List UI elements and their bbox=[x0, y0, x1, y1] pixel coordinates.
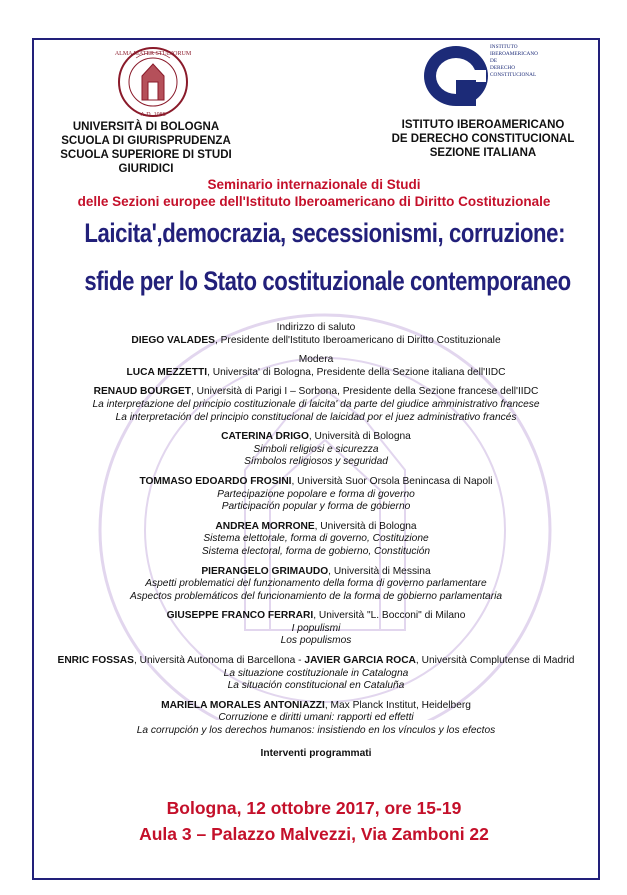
right-institution-line: ISTITUTO IBEROAMERICANO bbox=[401, 119, 565, 131]
speaker-affiliation: , Università Autonoma di Barcellona - bbox=[133, 655, 305, 667]
talk-title-it: Sistema elettorale, forma di governo, Costituzione bbox=[203, 533, 429, 545]
right-institution-line: SEZIONE ITALIANA bbox=[429, 147, 537, 159]
speaker-name: CATERINA DRIGO bbox=[221, 431, 309, 443]
speaker-affiliation: , Università "L. Bocconi" di Milano bbox=[313, 610, 466, 622]
talk-title-it: Simboli religiosi e sicurezza bbox=[253, 443, 379, 455]
talk-title-it: Aspetti problematici del funzionamento della forma di governo parlamentare bbox=[145, 578, 487, 590]
logo-line-1: INSTITUTO bbox=[490, 44, 518, 50]
talk-block bbox=[40, 521, 592, 559]
logo-line-5: CONSTITUCIONAL bbox=[490, 72, 537, 78]
left-institution-line: SCUOLA DI GIURISPRUDENZA bbox=[61, 135, 231, 147]
speaker-name: DIEGO VALADES bbox=[131, 334, 215, 346]
university-seal-logo bbox=[112, 46, 194, 120]
moderator-block bbox=[40, 354, 592, 379]
speaker-name: TOMMASO EDOARDO FROSINI bbox=[139, 475, 292, 487]
talk-title-it: La situazione costituzionale in Catalogna bbox=[223, 667, 409, 679]
footer-date: Bologna, 12 ottobre 2017, ore 15-19 bbox=[166, 798, 462, 818]
talk-block bbox=[40, 700, 592, 738]
speaker-affiliation: , Università di Bologna bbox=[308, 431, 411, 443]
seal-text: ALMA MATER STUDIORUM bbox=[114, 51, 192, 57]
speaker-affiliation: , Max Planck Institut, Heidelberg bbox=[324, 699, 471, 711]
left-institution-line: SCUOLA SUPERIORE DI STUDI GIURIDICI bbox=[60, 149, 232, 175]
talk-title-es: Aspectos problemáticos del funcionamiento de la forma de gobierno parlamentaria bbox=[129, 590, 503, 602]
footer-venue: Aula 3 – Palazzo Malvezzi, Via Zamboni 22 bbox=[139, 824, 489, 844]
speaker-name: ENRIC FOSSAS bbox=[57, 655, 134, 667]
speaker-name: RENAUD BOURGET bbox=[93, 386, 191, 398]
speaker-name: MARIELA MORALES ANTONIAZZI bbox=[161, 699, 325, 711]
talk-title-it: Partecipazione popolare e forma di governo bbox=[217, 488, 415, 500]
talk-block bbox=[40, 476, 592, 514]
seminar-line-2: delle Sezioni europee dell'Istituto Iberoamericano di Diritto Costituzionale bbox=[77, 194, 551, 209]
speaker-affiliation: , Università di Parigi I – Sorbona, Presidente della Sezione francese dell'IIDC bbox=[190, 386, 539, 398]
title-line-1: Laicita',democrazia, secessionismi, corruzione: bbox=[84, 218, 566, 248]
speaker-affiliation: , Università Suor Orsola Benincasa di Napoli bbox=[291, 475, 493, 487]
program bbox=[40, 322, 592, 760]
left-institution-block bbox=[36, 120, 256, 176]
left-institution-line: UNIVERSITÀ DI BOLOGNA bbox=[72, 121, 220, 133]
talk-title-it: La interpretazione del principio costituzionale di laicita' da parte del giudice amministrativo francese bbox=[92, 398, 540, 410]
talk-block bbox=[40, 566, 592, 604]
talk-title-es: Sistema electoral, forma de gobierno, Constitución bbox=[201, 545, 431, 557]
logo-line-4: DERECHO bbox=[490, 65, 516, 71]
talk-block bbox=[40, 386, 592, 424]
speaker-affiliation: , Università di Bologna bbox=[314, 520, 417, 532]
speaker-affiliation: , Presidente dell'Istituto Iberoamericano di Diritto Costituzionale bbox=[214, 334, 501, 346]
right-institution-line: DE DERECHO CONSTITUCIONAL bbox=[391, 133, 575, 145]
talk-title-it: I populismi bbox=[291, 622, 341, 634]
seal-year: A.D. 1088 bbox=[140, 112, 166, 118]
speaker-name: LUCA MEZZETTI bbox=[126, 366, 208, 378]
talk-title-it: Corruzione e diritti umani: rapporti ed effetti bbox=[218, 712, 414, 724]
talk-title-es: Los populismos bbox=[280, 635, 352, 647]
speaker-name: GIUSEPPE FRANCO FERRARI bbox=[166, 610, 314, 622]
talk-title-es: Participación popular y forma de gobierno bbox=[221, 501, 411, 513]
logo-line-2: IBEROAMERICANO bbox=[490, 51, 538, 57]
speaker-affiliation: , Università Complutense di Madrid bbox=[415, 655, 575, 667]
speaker-affiliation: , Universita' di Bologna, Presidente della Sezione italiana dell'IIDC bbox=[207, 366, 506, 378]
talk-block bbox=[40, 610, 592, 648]
greeting-block bbox=[40, 322, 592, 347]
right-institution-block bbox=[368, 118, 598, 160]
talk-title-es: La corrupción y los derechos humanos: insistiendo en los vínculos y los efectos bbox=[136, 725, 496, 737]
closing-label: Interventi programmati bbox=[260, 747, 372, 759]
talk-title-es: Símbolos religiosos y seguridad bbox=[244, 456, 388, 468]
speaker-name: PIERANGELO GRIMAUDO bbox=[201, 565, 329, 577]
talk-title-es: La interpretación del principio constitucional de laicidad por el juez administrativo francés bbox=[115, 411, 517, 423]
logo-line-3: DE bbox=[490, 58, 498, 64]
seminar-line-1: Seminario internazionale di Studi bbox=[207, 177, 421, 192]
greeting-label: Indirizzo di saluto bbox=[276, 322, 356, 333]
speaker-name: ANDREA MORRONE bbox=[215, 520, 315, 532]
talk-block bbox=[40, 431, 592, 469]
speaker-name: JAVIER GARCIA ROCA bbox=[304, 655, 416, 667]
talk-title-es: La situación constitucional en Cataluña bbox=[227, 680, 405, 692]
title-line-2: sfide per lo Stato costituzionale contemporaneo bbox=[84, 266, 571, 296]
iidc-logo bbox=[422, 40, 546, 112]
speaker-affiliation: , Università di Messina bbox=[328, 565, 431, 577]
talk-block bbox=[40, 655, 592, 693]
moderator-label: Modera bbox=[298, 354, 334, 366]
